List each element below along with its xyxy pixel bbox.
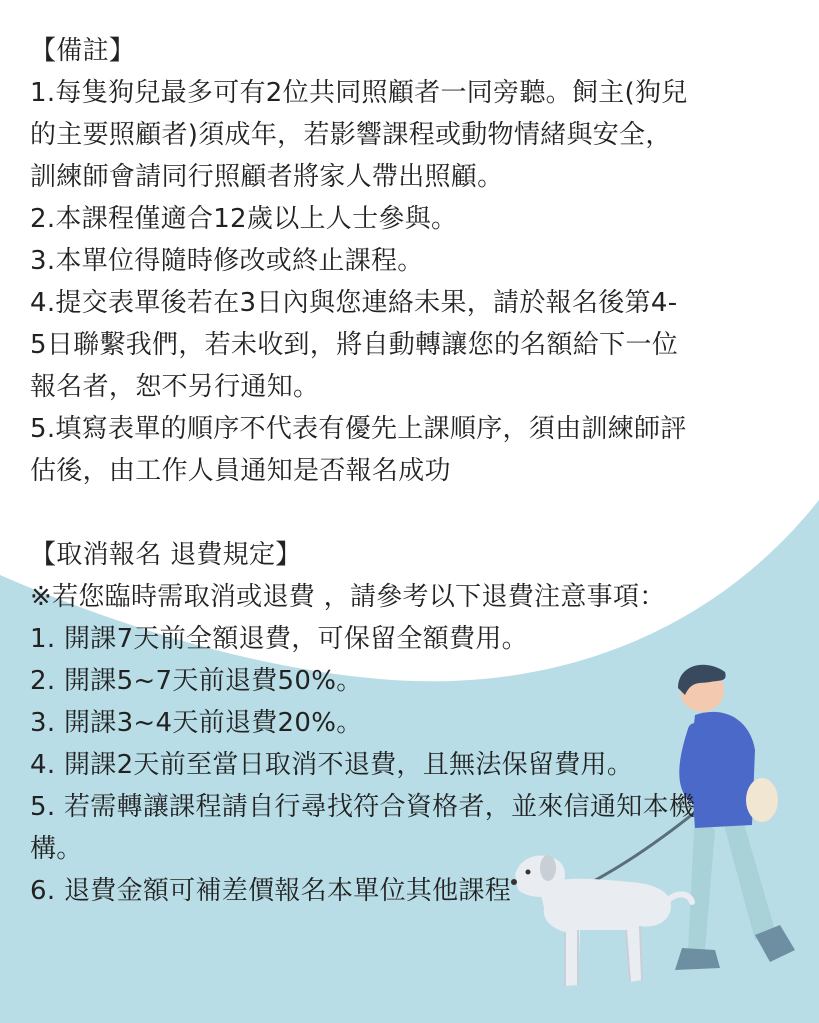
notes-line: 訓練師會請同行照顧者將家人帶出照顧。 (30, 162, 504, 192)
refund-line: ※若您臨時需取消或退費 ，請參考以下退費注意事項： (30, 582, 666, 612)
notes-line: 1.每隻狗兒最多可有2位共同照顧者一同旁聽。飼主(狗兒 (30, 78, 688, 108)
notes-line: 的主要照顧者)須成年，若影響課程或動物情緒與安全， (30, 120, 672, 150)
refund-line: 6. 退費金額可補差價報名本單位其他課程 (30, 876, 512, 906)
notes-line: 5.填寫表單的順序不代表有優先上課順序，須由訓練師評 (30, 414, 687, 444)
refund-section (30, 534, 800, 912)
notes-line: 4.提交表單後若在3日內與您連絡未果，請於報名後第4- (30, 288, 678, 318)
notes-line: 3.本單位得隨時修改或終止課程。 (30, 246, 424, 276)
document-body (30, 30, 800, 912)
notes-line: 估後，由工作人員通知是否報名成功 (30, 456, 451, 486)
notes-line: 報名者，恕不另行通知。 (30, 372, 320, 402)
notes-line: 5日聯繫我們，若未收到，將自動轉讓您的名額給下一位 (30, 330, 679, 360)
refund-line: 3. 開課3~4天前退費20%。 (30, 708, 363, 738)
refund-line: 4. 開課2天前至當日取消不退費，且無法保留費用。 (30, 750, 634, 780)
refund-line: 2. 開課5~7天前退費50%。 (30, 666, 363, 696)
section-spacer (30, 492, 800, 534)
notes-section (30, 30, 800, 492)
refund-heading: 【取消報名 退費規定】 (30, 540, 302, 570)
refund-line: 1. 開課7天前全額退費，可保留全額費用。 (30, 624, 528, 654)
refund-line: 5. 若需轉讓課程請自行尋找符合資格者，並來信通知本機 (30, 792, 696, 822)
refund-line: 構。 (30, 834, 83, 864)
notes-line: 2.本課程僅適合12歲以上人士參與。 (30, 204, 458, 234)
notes-heading: 【備註】 (30, 36, 136, 66)
